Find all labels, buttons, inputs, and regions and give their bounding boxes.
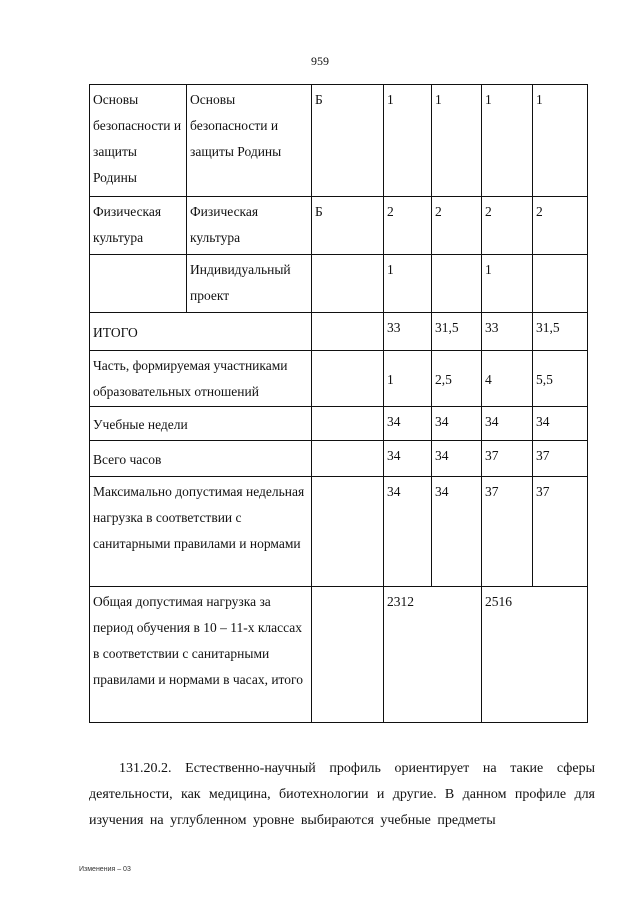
hours-cell: 37 bbox=[482, 441, 533, 477]
row-label: Максимально допустимая недельная нагрузка в соответствии с санитарными правилами и нормами bbox=[90, 477, 312, 587]
hours-cell: 34 bbox=[482, 407, 533, 441]
hours-cell: 2 bbox=[384, 197, 432, 255]
page-number: 959 bbox=[311, 54, 329, 68]
empty-cell bbox=[312, 441, 384, 477]
subject-cell: Физическая культура bbox=[187, 197, 312, 255]
subject-area-cell: Физическая культура bbox=[90, 197, 187, 255]
row-label: Учебные недели bbox=[90, 407, 312, 441]
table-row bbox=[90, 441, 588, 477]
total-label: ИТОГО bbox=[90, 313, 312, 351]
hours-cell: 34 bbox=[384, 407, 432, 441]
hours-cell: 1 bbox=[384, 351, 432, 407]
hours-cell: 34 bbox=[533, 407, 588, 441]
row-label: Часть, формируемая участниками образовательных отношений bbox=[90, 351, 312, 407]
hours-cell: 37 bbox=[533, 477, 588, 587]
hours-cell: 34 bbox=[384, 441, 432, 477]
hours-cell: 37 bbox=[482, 477, 533, 587]
hours-cell: 33 bbox=[482, 313, 533, 351]
body-paragraph: 131.20.2. Естественно-научный профиль ориентирует на такие сферы деятельности, как медицина, биотехнологии и другие. В данном профиле для изучения на углубленном уровне выбираются учебные предметы bbox=[89, 761, 595, 828]
subject-cell: Индивидуальный проект bbox=[187, 255, 312, 313]
hours-cell bbox=[432, 255, 482, 313]
hours-cell: 2,5 bbox=[432, 351, 482, 407]
subject-cell: Основы безопасности и защиты Родины bbox=[187, 85, 312, 197]
hours-cell: 31,5 bbox=[432, 313, 482, 351]
curriculum-table bbox=[89, 84, 588, 723]
hours-cell: 34 bbox=[432, 407, 482, 441]
table-row bbox=[90, 587, 588, 723]
level-cell bbox=[312, 255, 384, 313]
hours-cell: 31,5 bbox=[533, 313, 588, 351]
table-row bbox=[90, 477, 588, 587]
table-row bbox=[90, 255, 588, 313]
table-row bbox=[90, 197, 588, 255]
hours-cell: 1 bbox=[432, 85, 482, 197]
hours-cell: 5,5 bbox=[533, 351, 588, 407]
hours-cell bbox=[533, 255, 588, 313]
subject-area-cell bbox=[90, 255, 187, 313]
table-row bbox=[90, 407, 588, 441]
hours-cell: 34 bbox=[432, 441, 482, 477]
row-label: Общая допустимая нагрузка за период обучения в 10 – 11-х классах в соответствии с санитарными правилами и нормами в часах, итого bbox=[90, 587, 312, 723]
empty-cell bbox=[312, 407, 384, 441]
hours-cell: 2 bbox=[533, 197, 588, 255]
hours-cell: 1 bbox=[533, 85, 588, 197]
subject-area-cell: Основы безопасности и защиты Родины bbox=[90, 85, 187, 197]
hours-total-cell: 2312 bbox=[384, 587, 482, 723]
hours-total-cell: 2516 bbox=[482, 587, 588, 723]
empty-cell bbox=[312, 313, 384, 351]
hours-cell: 1 bbox=[384, 85, 432, 197]
hours-cell: 33 bbox=[384, 313, 432, 351]
hours-cell: 4 bbox=[482, 351, 533, 407]
table-row bbox=[90, 313, 588, 351]
empty-cell bbox=[312, 351, 384, 407]
row-label: Всего часов bbox=[90, 441, 312, 477]
empty-cell bbox=[312, 477, 384, 587]
hours-cell: 2 bbox=[482, 197, 533, 255]
table-row bbox=[90, 85, 588, 197]
hours-cell: 37 bbox=[533, 441, 588, 477]
hours-cell: 1 bbox=[384, 255, 432, 313]
hours-cell: 1 bbox=[482, 85, 533, 197]
hours-cell: 34 bbox=[384, 477, 432, 587]
empty-cell bbox=[312, 587, 384, 723]
hours-cell: 2 bbox=[432, 197, 482, 255]
table-row bbox=[90, 351, 588, 407]
hours-cell: 1 bbox=[482, 255, 533, 313]
hours-cell: 34 bbox=[432, 477, 482, 587]
level-cell: Б bbox=[312, 85, 384, 197]
footer-note: Изменения – 03 bbox=[79, 866, 131, 873]
level-cell: Б bbox=[312, 197, 384, 255]
